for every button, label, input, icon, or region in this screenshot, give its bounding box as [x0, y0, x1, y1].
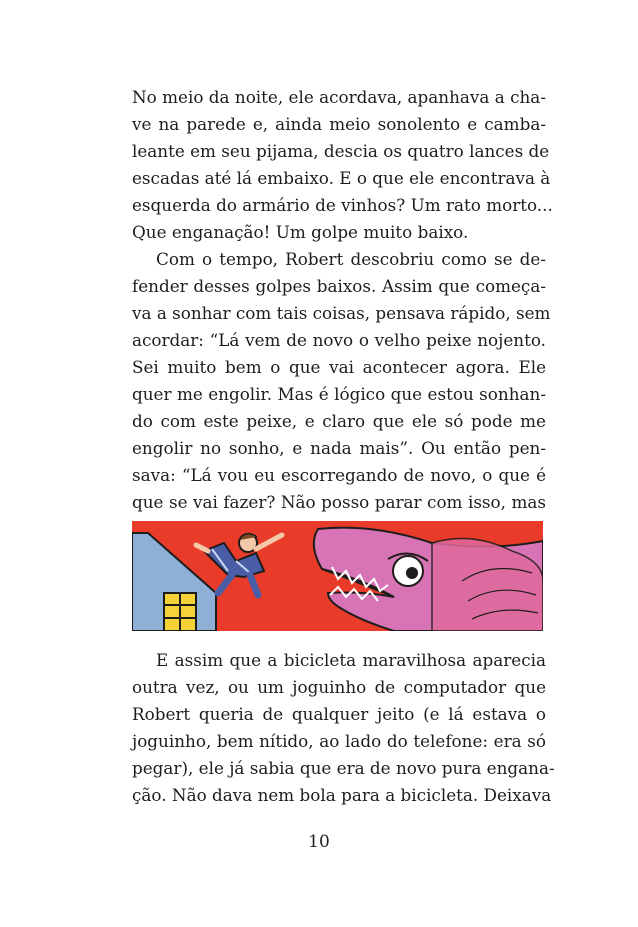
text-line: pegar), ele já sabia que era de novo pura engana- — [132, 758, 555, 778]
text-line: engolir no sonho, e nada mais”. Ou então pen- — [132, 438, 546, 458]
text-line: escadas até lá embaixo. E o que ele encontrava à — [132, 168, 551, 188]
text-line: que se vai fazer? Não posso parar com isso, mas — [132, 492, 546, 512]
text-line: sava: “Lá vou eu escorregando de novo, o que é — [132, 465, 546, 485]
text-line: do com este peixe, e claro que ele só pode me — [132, 411, 546, 431]
text-line: esquerda do armário de vinhos? Um rato morto... — [132, 195, 553, 215]
text-line: ção. Não dava nem bola para a bicicleta. Deixava — [132, 785, 552, 805]
boy-falling-toward-fish-illustration — [132, 521, 543, 631]
text-line: No meio da noite, ele acordava, apanhava a cha- — [132, 87, 546, 107]
text-line: leante em seu pijama, descia os quatro lances de — [132, 141, 550, 161]
text-line: Com o tempo, Robert descobriu como se de- — [156, 249, 546, 269]
text-line: E assim que a bicicleta maravilhosa aparecia — [156, 650, 546, 670]
text-line: ve na parede e, ainda meio sonolento e camba- — [132, 114, 546, 134]
text-line: va a sonhar com tais coisas, pensava rápido, sem — [132, 303, 551, 323]
page-number: 10 — [308, 832, 330, 852]
text-line: fender desses golpes baixos. Assim que começa- — [132, 276, 546, 296]
text-line: Robert queria de qualquer jeito (e lá estava o — [132, 704, 546, 724]
text-line: acordar: “Lá vem de novo o velho peixe nojento. — [132, 330, 546, 350]
window-icon — [164, 593, 196, 631]
text-line: outra vez, ou um joguinho de computador que — [132, 677, 546, 697]
text-line: quer me engolir. Mas é lógico que estou sonhan- — [132, 384, 546, 404]
body-text-top — [132, 84, 553, 543]
text-line: Sei muito bem o que vai acontecer agora. Ele — [132, 357, 546, 377]
text-line: joguinho, bem nítido, ao lado do telefone: era só — [132, 731, 546, 751]
body-text-bottom — [132, 647, 555, 809]
text-line: Que enganação! Um golpe muito baixo. — [132, 222, 469, 242]
